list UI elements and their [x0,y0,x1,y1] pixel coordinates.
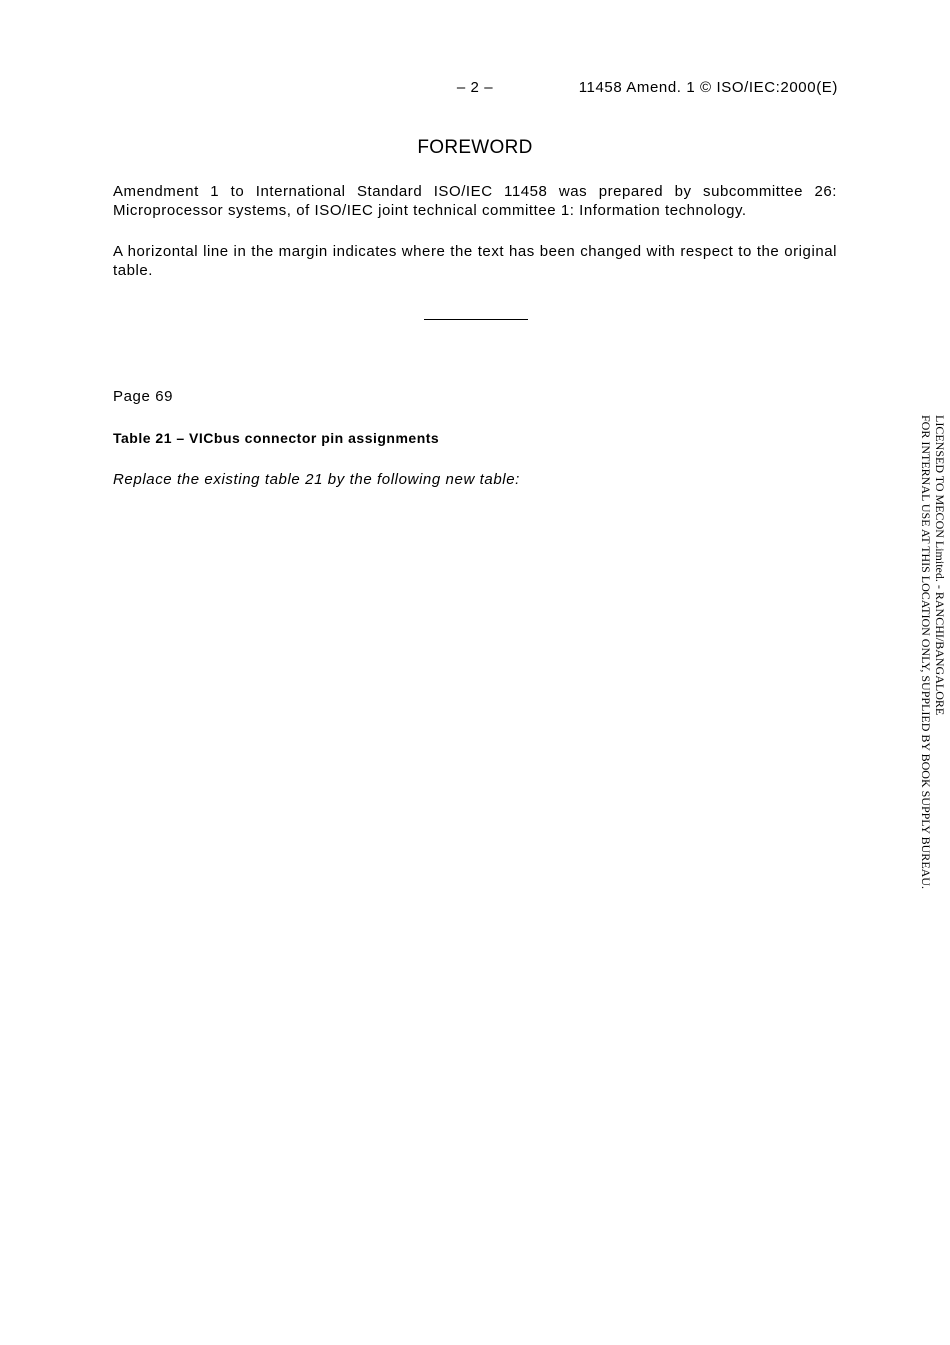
license-stamp-line-2: FOR INTERNAL USE AT THIS LOCATION ONLY, SUPPLIED BY BOOK SUPPLY BUREAU. [919,415,933,889]
table-heading: Table 21 – VICbus connector pin assignments [113,430,440,446]
foreword-paragraph: Amendment 1 to International Standard ISO/IEC 11458 was prepared by subcommittee 26: Microprocessor systems, of ISO/IEC joint technical committee 1: Information technology. [113,183,837,219]
foreword-title: FOREWORD [417,137,533,158]
foreword-paragraph: A horizontal line in the margin indicates where the text has been changed with respect to the original table. [113,243,837,279]
section-separator [424,319,528,320]
license-stamp [919,415,947,889]
page-number: – 2 – [456,79,494,96]
amendment-instruction: Replace the existing table 21 by the following new table: [113,471,520,488]
page-reference: Page 69 [113,388,174,405]
license-stamp-line-1: LICENSED TO MECON Limited. - RANCHI/BANGALORE [933,415,947,716]
document-reference: 11458 Amend. 1 © ISO/IEC:2000(E) [578,79,838,96]
